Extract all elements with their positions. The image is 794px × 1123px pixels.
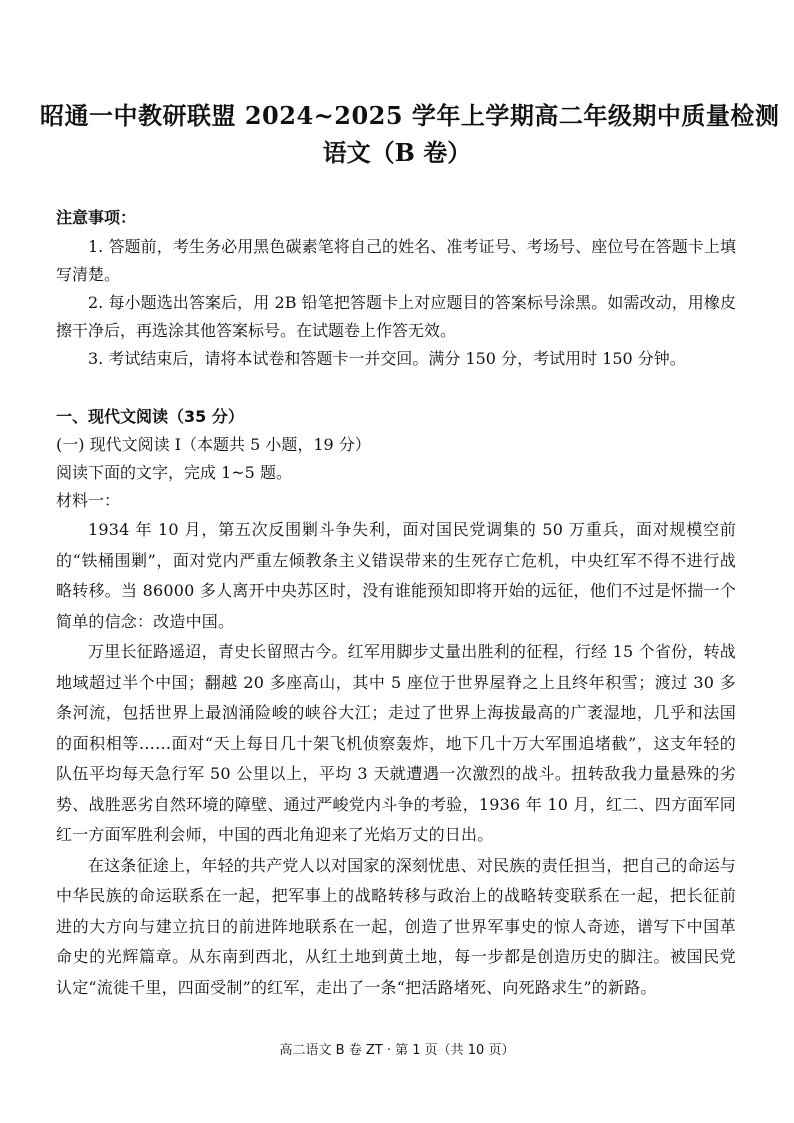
note-item-1: 1. 答题前，考生务必用黑色碳素笔将自己的姓名、准考证号、考场号、座位号在答题卡上填写清楚。 — [56, 237, 736, 284]
exam-subtitle: 语文（B 卷） — [322, 138, 472, 167]
section-subheading: (一) 现代文阅读 I（本题共 5 小题，19 分） — [56, 435, 371, 454]
page-footer: 高二语文 B 卷 ZT · 第 1 页（共 10 页） — [279, 1043, 515, 1058]
note-item-3: 3. 考试结束后，请将本试卷和答题卡一并交回。满分 150 分，考试用时 150 分钟。 — [88, 349, 686, 368]
notes-heading: 注意事项： — [56, 208, 137, 227]
material-paragraph-2: 万里长征路遥迢，青史长留照古今。红军用脚步丈量出胜利的征程，行经 15 个省份，转战地域超过半个中国；翻越 20 多座高山，其中 5 座位于世界屋脊之上且终年积雪；渡过 30 多条河流，包括世界上最汹涌险峻的峡谷大江；走过了世界上海拔最高的广袤湿地，几乎和法国的面积相等……面对“天上每日几十架飞机侦察轰炸，地下几十万大军围追堵截”，这支年轻的队伍平均每天急行军 50 公里以上，平均 3 天就遭遇一次激烈的战斗。扭转敌我力量悬殊的劣势、战胜恶劣自然环境的障壁、通过严峻党内斗争的考验，1936 年 10 月，红二、四方面军同红一方面军胜利会师，中国的西北角迎来了光焰万丈的日出。 — [56, 642, 736, 844]
material-paragraph-3: 在这条征途上，年轻的共产党人以对国家的深刻忧患、对民族的责任担当，把自己的命运与中华民族的命运联系在一起，把军事上的战略转移与政治上的战略转变联系在一起，把长征前进的大方向与建立抗日的前进阵地联系在一起，创造了世界军事史的惊人奇迹，谱写下中国革命史的光辉篇章。从东南到西北，从红土地到黄土地，每一步都是创造历史的脚注。被国民党认定“流徙千里，四面受制”的红军，走出了一条“把活路堵死、向死路求生”的新路。 — [56, 855, 737, 997]
section-heading: 一、现代文阅读（35 分） — [56, 407, 244, 426]
section-instruction: 阅读下面的文字，完成 1~5 题。 — [56, 463, 292, 482]
page-body — [56, 205, 736, 1003]
note-item-2: 2. 每小题选出答案后，用 2B 铅笔把答题卡上对应题目的答案标号涂黑。如需改动，用橡皮擦干净后，再选涂其他答案标号。在试题卷上作答无效。 — [56, 293, 736, 340]
material-paragraph-1: 1934 年 10 月，第五次反围剿斗争失利，面对国民党调集的 50 万重兵，面对规模空前的“铁桶围剿”，面对党内严重左倾教条主义错误带来的生死存亡危机，中央红军不得不进行战略转移。当 86000 多人离开中央苏区时，没有谁能预知即将开始的远征，他们不过是怀揣一个简单的信念：改造中国。 — [56, 520, 736, 631]
exam-title: 昭通一中教研联盟 2024~2025 学年上学期高二年级期中质量检测 — [40, 101, 780, 130]
material-label: 材料一： — [56, 491, 121, 510]
